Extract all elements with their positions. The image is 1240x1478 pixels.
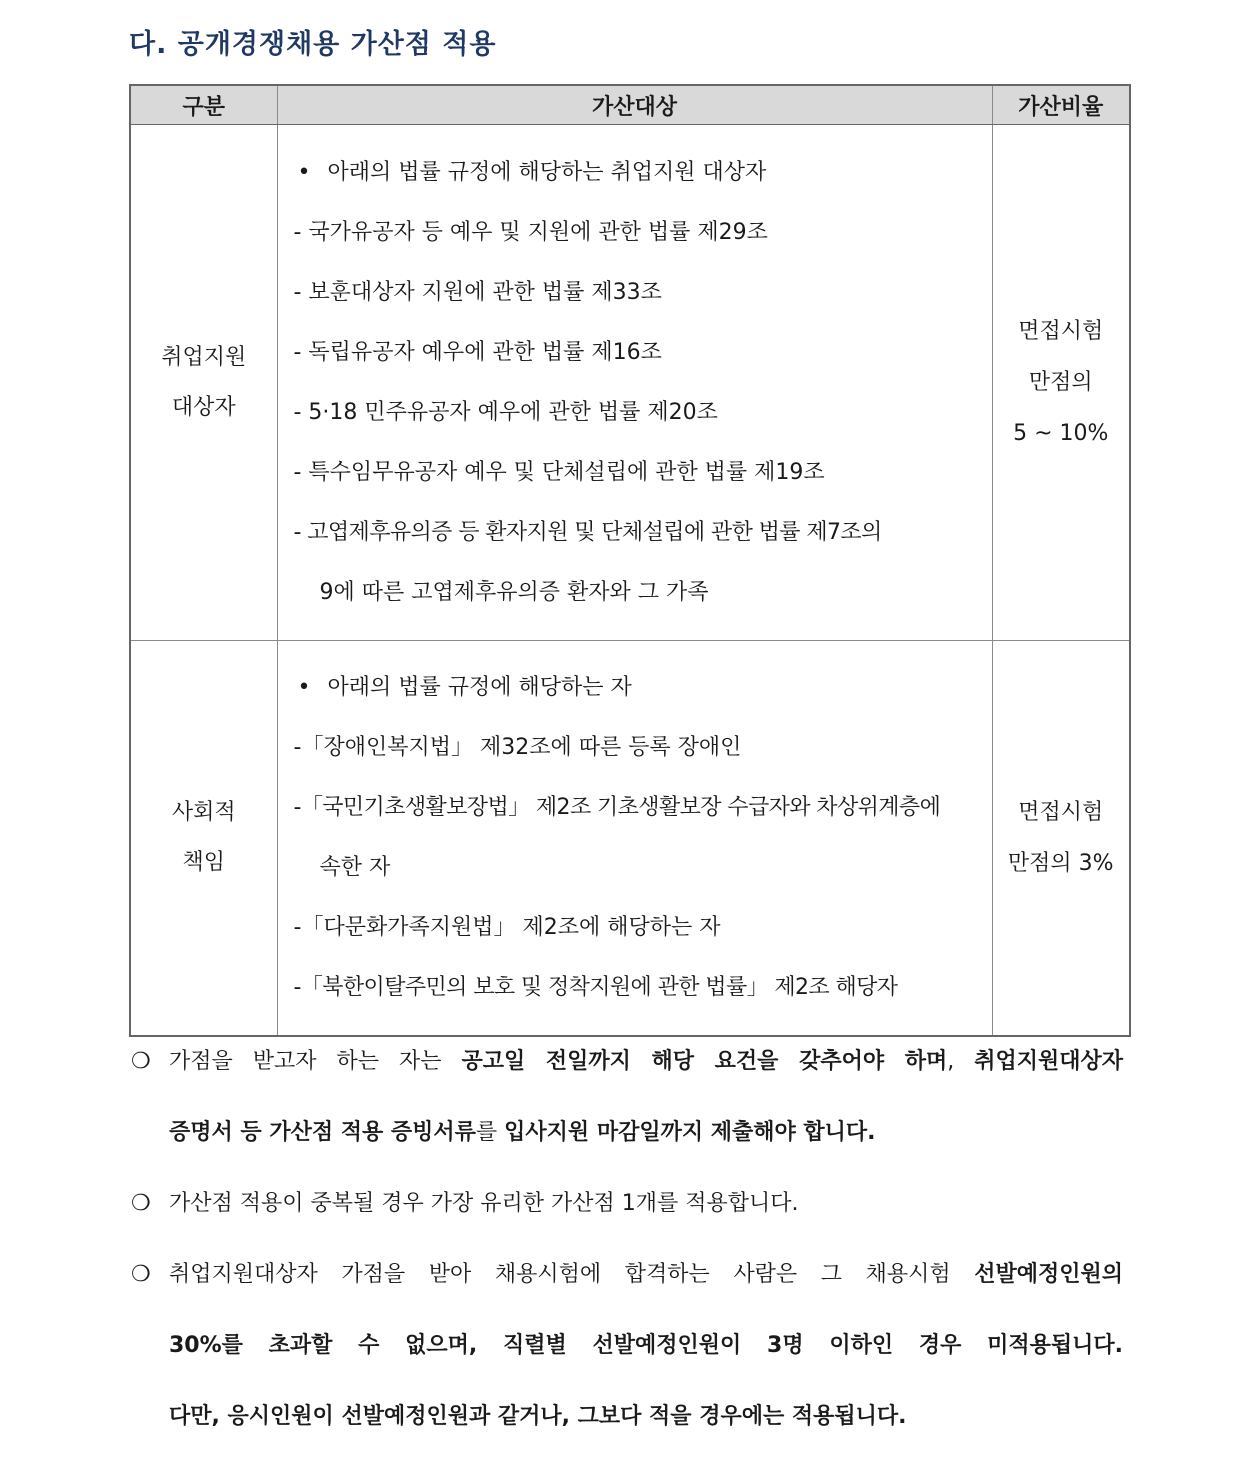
target-law-item-continued: 속한 자 — [319, 855, 391, 880]
category-line: 대상자 — [171, 394, 236, 420]
target-law-item: - 특수임무유공자 예우 및 단체설립에 관한 법률 제19조 — [293, 459, 825, 485]
note-emphasis: 공고일 전일까지 해당 요건을 갖추어야 하며 — [461, 1049, 948, 1074]
header-target: 가산대상 — [277, 85, 992, 125]
target-law-item: - 국가유공자 등 예우 및 지원에 관한 법률 제29조 — [293, 219, 768, 245]
target-law-item: - 독립유공자 예우에 관한 법률 제16조 — [293, 339, 662, 365]
note-line — [169, 1381, 1123, 1452]
header-rate: 가산비율 — [992, 85, 1130, 125]
note-item-bonus-requirements — [131, 1026, 1123, 1168]
note-line — [169, 1026, 1123, 1097]
note-item-quota-limit — [131, 1239, 1123, 1452]
rate-line: 면접시험 — [1018, 319, 1104, 344]
note-emphasis: 입사지원 마감일까지 제출해야 합니다. — [504, 1120, 876, 1145]
header-category: 구분 — [130, 85, 277, 125]
category-cell — [130, 641, 277, 1037]
note-text: , — [947, 1049, 975, 1074]
circle-bullet-icon: ❍ — [131, 1191, 151, 1216]
category-cell — [130, 125, 277, 641]
target-intro: • 아래의 법률 규정에 해당하는 자 — [294, 658, 982, 718]
rate-cell — [992, 125, 1130, 641]
section-title: 다. 공개경쟁채용 가산점 적용 — [129, 29, 497, 60]
table-row-employment-support — [130, 125, 1130, 641]
target-law-item: -「북한이탈주민의 보호 및 정착지원에 관한 법률」 제2조 해당자 — [293, 975, 898, 1000]
note-text: 가산점 적용이 중복될 경우 가장 유리한 가산점 1개를 적용합니다. — [169, 1191, 799, 1216]
note-emphasis: 취업지원대상자 — [974, 1049, 1123, 1074]
target-law-item: - 고엽제후유의증 등 환자지원 및 단체설립에 관한 법률 제7조의 — [293, 519, 882, 545]
target-law-item: -「국민기초생활보장법」 제2조 기초생활보장 수급자와 차상위계층에 — [293, 795, 941, 820]
rate-line: 만점의 3% — [1007, 851, 1114, 876]
table-row-social-responsibility — [130, 641, 1130, 1037]
target-law-item: -「장애인복지법」 제32조에 따른 등록 장애인 — [293, 735, 742, 760]
note-item-duplicate-bonus — [131, 1168, 1123, 1239]
target-law-item: - 5·18 민주유공자 예우에 관한 법률 제20조 — [293, 399, 718, 425]
note-emphasis: 선발예정인원의 — [974, 1262, 1123, 1287]
bonus-points-table — [129, 84, 1131, 1037]
note-text: 취업지원대상자 가점을 받아 채용시험에 합격하는 사람은 그 채용시험 — [169, 1262, 975, 1287]
target-law-item: - 보훈대상자 지원에 관한 법률 제33조 — [293, 279, 662, 305]
circle-bullet-icon: ❍ — [131, 1049, 151, 1074]
note-line — [169, 1239, 1123, 1310]
rate-line: 면접시험 — [1018, 800, 1104, 825]
rate-line: 5 ~ 10% — [1013, 421, 1109, 446]
note-emphasis: 다만, 응시인원이 선발예정인원과 같거나, 그보다 적을 경우에는 적용됩니다. — [169, 1404, 907, 1429]
note-line — [169, 1097, 1123, 1168]
target-cell — [277, 641, 992, 1037]
category-line: 사회적 — [171, 800, 236, 825]
target-intro: • 아래의 법률 규정에 해당하는 취업지원 대상자 — [294, 143, 982, 203]
target-cell — [277, 125, 992, 641]
target-law-item-continued: 9에 따른 고엽제후유의증 환자와 그 가족 — [319, 579, 709, 605]
circle-bullet-icon: ❍ — [131, 1262, 151, 1287]
category-line: 취업지원 — [161, 344, 247, 370]
note-text: 를 — [475, 1120, 505, 1145]
note-emphasis: 30%를 초과할 수 없으며, 직렬별 선발예정인원이 3명 이하인 경우 미적용됩니다. — [169, 1333, 1123, 1358]
note-text: 가점을 받고자 하는 자는 — [169, 1049, 462, 1074]
table-header-row — [130, 85, 1130, 125]
notes-list — [131, 1026, 1123, 1452]
rate-cell — [992, 641, 1130, 1037]
note-line — [169, 1310, 1123, 1381]
rate-line: 만점의 — [1028, 370, 1093, 395]
note-line — [169, 1168, 1123, 1239]
target-law-item: -「다문화가족지원법」 제2조에 해당하는 자 — [293, 915, 721, 940]
note-emphasis: 증명서 등 가산점 적용 증빙서류 — [169, 1120, 476, 1145]
category-line: 책임 — [182, 850, 225, 875]
